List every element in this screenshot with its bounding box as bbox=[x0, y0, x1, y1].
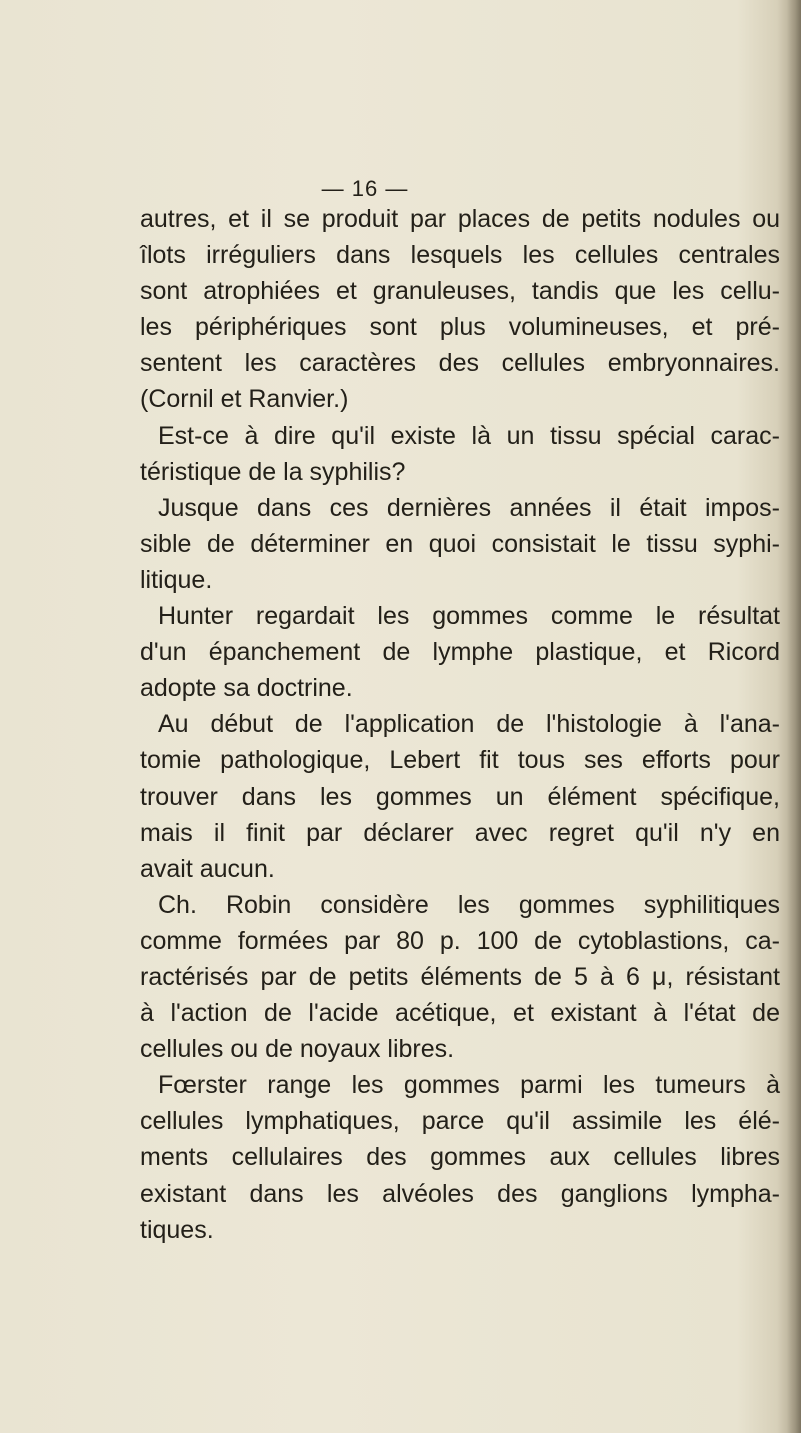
text-line: Hunter regardait les gommes comme le résultat bbox=[158, 602, 780, 631]
text-line: îlots irréguliers dans lesquels les cellules centrales bbox=[140, 241, 780, 270]
text-line: (Cornil et Ranvier.) bbox=[140, 385, 349, 414]
text-line: Fœrster range les gommes parmi les tumeurs à bbox=[158, 1071, 780, 1100]
page-number: — 16 — bbox=[321, 176, 409, 201]
text-line: ments cellulaires des gommes aux cellules libres bbox=[140, 1143, 780, 1172]
text-line: cellules lymphatiques, parce qu'il assimile les élé- bbox=[140, 1107, 780, 1136]
text-line: sont atrophiées et granuleuses, tandis que les cellu- bbox=[140, 277, 780, 306]
text-line: autres, et il se produit par places de petits nodules ou bbox=[140, 205, 780, 233]
text-line: Jusque dans ces dernières années il était impos- bbox=[158, 493, 780, 522]
text-line: sentent les caractères des cellules embryonnaires. bbox=[140, 349, 780, 378]
text-line: avait aucun. bbox=[140, 854, 275, 883]
body-text bbox=[140, 201, 780, 1248]
text-line: Au début de l'application de l'histologie à l'ana- bbox=[158, 710, 780, 739]
text-line: les périphériques sont plus volumineuses, et pré- bbox=[140, 313, 780, 342]
text-line: cellules ou de noyaux libres. bbox=[140, 1035, 455, 1064]
text-line: d'un épanchement de lymphe plastique, et Ricord bbox=[140, 638, 780, 667]
text-line: litique. bbox=[140, 565, 213, 594]
text-line: comme formées par 80 p. 100 de cytoblastions, ca- bbox=[140, 926, 780, 955]
text-line: sible de déterminer en quoi consistait le tissu syphi- bbox=[140, 529, 780, 558]
text-line: adopte sa doctrine. bbox=[140, 674, 353, 703]
text-line: Est-ce à dire qu'il existe là un tissu spécial carac- bbox=[158, 421, 780, 450]
text-line: existant dans les alvéoles des ganglions lympha- bbox=[140, 1179, 780, 1208]
text-line: tiques. bbox=[140, 1215, 214, 1244]
text-line: à l'action de l'acide acétique, et existant à l'état de bbox=[140, 999, 780, 1028]
text-line: Ch. Robin considère les gommes syphilitiques bbox=[158, 890, 780, 919]
text-line: tomie pathologique, Lebert fit tous ses efforts pour bbox=[140, 746, 780, 775]
text-line: ractérisés par de petits éléments de 5 à 6 μ, résistant bbox=[140, 962, 780, 991]
text-line: mais il finit par déclarer avec regret qu'il n'y en bbox=[140, 818, 780, 847]
text-line: téristique de la syphilis? bbox=[140, 457, 406, 486]
text-line: trouver dans les gommes un élément spécifique, bbox=[140, 782, 780, 811]
page-edge-shadow bbox=[787, 0, 801, 1433]
